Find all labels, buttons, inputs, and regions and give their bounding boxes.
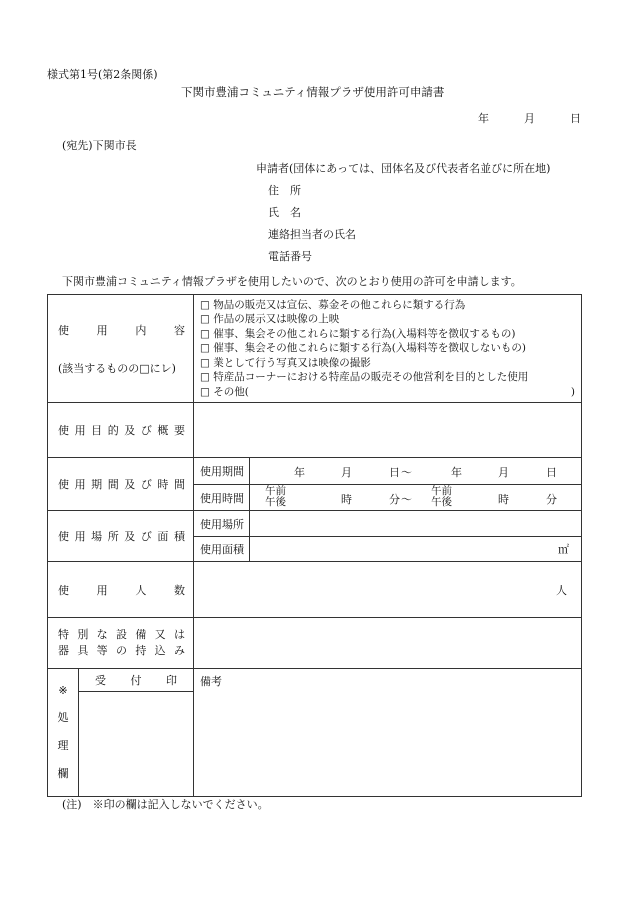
date-month: 月: [524, 112, 535, 125]
stamp-header: [79, 669, 193, 692]
period-end-month: 月: [498, 466, 509, 479]
people-label: 使用人数: [58, 583, 185, 597]
footnote: (注) ※印の欄は記入しないでください。: [62, 798, 269, 811]
office-cell: [48, 669, 194, 797]
place-row[interactable]: [194, 511, 581, 537]
content-options-cell[interactable]: [194, 295, 582, 403]
time-start-am: 午前: [265, 485, 286, 497]
period-sub-label: 使用期間: [194, 458, 250, 484]
people-label-cell: [48, 562, 194, 618]
content-note: (該当するものの□にレ): [58, 361, 176, 375]
option-other[interactable]: [200, 385, 575, 400]
time-end-am: 午前: [431, 485, 452, 497]
remarks-cell: [194, 669, 582, 797]
period-end-year: 年: [451, 466, 462, 479]
application-table: [47, 294, 582, 797]
option-photo[interactable]: □ 業として行う写真又は映像の撮影: [200, 356, 371, 369]
intro-text: 下関市豊浦コミュニティ情報プラザを使用したいので、次のとおり使用の許可を申請します。: [62, 275, 522, 288]
time-end-ampm: [431, 486, 452, 508]
purpose-label-cell: [48, 403, 194, 458]
option-other-label: □ その他(: [200, 385, 249, 398]
remarks-label: 備考: [200, 675, 222, 688]
time-end-pm: 午後: [431, 496, 452, 508]
time-start-hour: 時: [341, 493, 352, 506]
period-start-month: 月: [341, 466, 352, 479]
place-label-cell: [48, 511, 194, 562]
applicant-phone-label: 電話番号: [268, 250, 312, 263]
option-event-free[interactable]: □ 催事、集会その他これらに類する行為(入場料等を徴収しないもの): [200, 342, 526, 355]
area-input[interactable]: [250, 537, 581, 561]
date-day: 日: [570, 112, 581, 125]
area-row[interactable]: [194, 537, 581, 561]
period-start-year: 年: [294, 466, 305, 479]
time-start-minute: 分: [389, 493, 400, 506]
applicant-name-label: 氏 名: [268, 206, 301, 219]
form-number: 様式第1号(第2条関係): [47, 68, 158, 81]
purpose-input[interactable]: [194, 403, 582, 458]
time-end-hour: 時: [498, 493, 509, 506]
period-values[interactable]: [250, 458, 581, 484]
content-label: 使用内容: [58, 323, 185, 337]
equipment-label-cell: [48, 618, 194, 669]
office-vertical-label: [48, 669, 79, 796]
office-mark: ※: [58, 684, 68, 697]
equipment-input[interactable]: [194, 618, 582, 669]
time-end-minute: 分: [546, 493, 557, 506]
equipment-label-2: 器具等の持込み: [58, 644, 185, 657]
time-sub-label: 使用時間: [194, 485, 250, 510]
stamp-label: 受付印: [95, 674, 177, 687]
option-sales[interactable]: □ 物品の販売又は宣伝、募金その他これらに類する行為: [200, 298, 466, 311]
office-char-2: 理: [57, 739, 69, 752]
time-row[interactable]: [194, 485, 581, 510]
period-start-day: 日: [389, 466, 400, 479]
time-values[interactable]: [250, 485, 581, 510]
form-title: 下関市豊浦コミュニティ情報プラザ使用許可申請書: [181, 85, 445, 99]
period-cell: [194, 458, 582, 511]
equipment-label-1: 特別な設備又は: [58, 628, 185, 641]
time-tilde: 〜: [401, 493, 412, 506]
addressee: (宛先)下関市長: [62, 139, 137, 152]
place-label: 使用場所及び面積: [58, 530, 185, 543]
applicant-heading: 申請者(団体にあっては、団体名及び代表者名並びに所在地): [256, 162, 551, 175]
people-unit: 人: [556, 583, 567, 597]
place-input[interactable]: [250, 511, 581, 536]
content-label-cell: [48, 295, 194, 403]
option-exhibition[interactable]: □ 作品の展示又は映像の上映: [200, 313, 340, 326]
place-cell: [194, 511, 582, 562]
applicant-address-label: 住 所: [268, 184, 301, 197]
people-input[interactable]: [194, 562, 582, 618]
applicant-contact-label: 連絡担当者の氏名: [268, 228, 356, 241]
period-label-cell: [48, 458, 194, 511]
time-start-ampm: [265, 486, 286, 508]
office-char-3: 欄: [57, 767, 69, 780]
time-start-pm: 午後: [265, 496, 286, 508]
purpose-label: 使用目的及び概要: [58, 424, 185, 437]
period-row[interactable]: [194, 458, 581, 485]
option-specialty[interactable]: □ 特産品コーナーにおける特産品の販売その他営利を目的とした使用: [200, 371, 529, 384]
period-label: 使用期間及び時間: [58, 478, 185, 491]
option-other-close: ): [570, 385, 575, 398]
date-year: 年: [478, 112, 489, 125]
place-sub-label: 使用場所: [194, 511, 250, 536]
period-tilde: 〜: [401, 466, 412, 479]
period-end-day: 日: [546, 466, 557, 479]
option-event-paid[interactable]: □ 催事、集会その他これらに類する行為(入場料等を徴収するもの): [200, 327, 516, 340]
area-sub-label: 使用面積: [194, 537, 250, 561]
stamp-area: [79, 692, 193, 796]
office-char-1: 処: [57, 711, 69, 724]
area-unit: ㎡: [558, 543, 569, 556]
